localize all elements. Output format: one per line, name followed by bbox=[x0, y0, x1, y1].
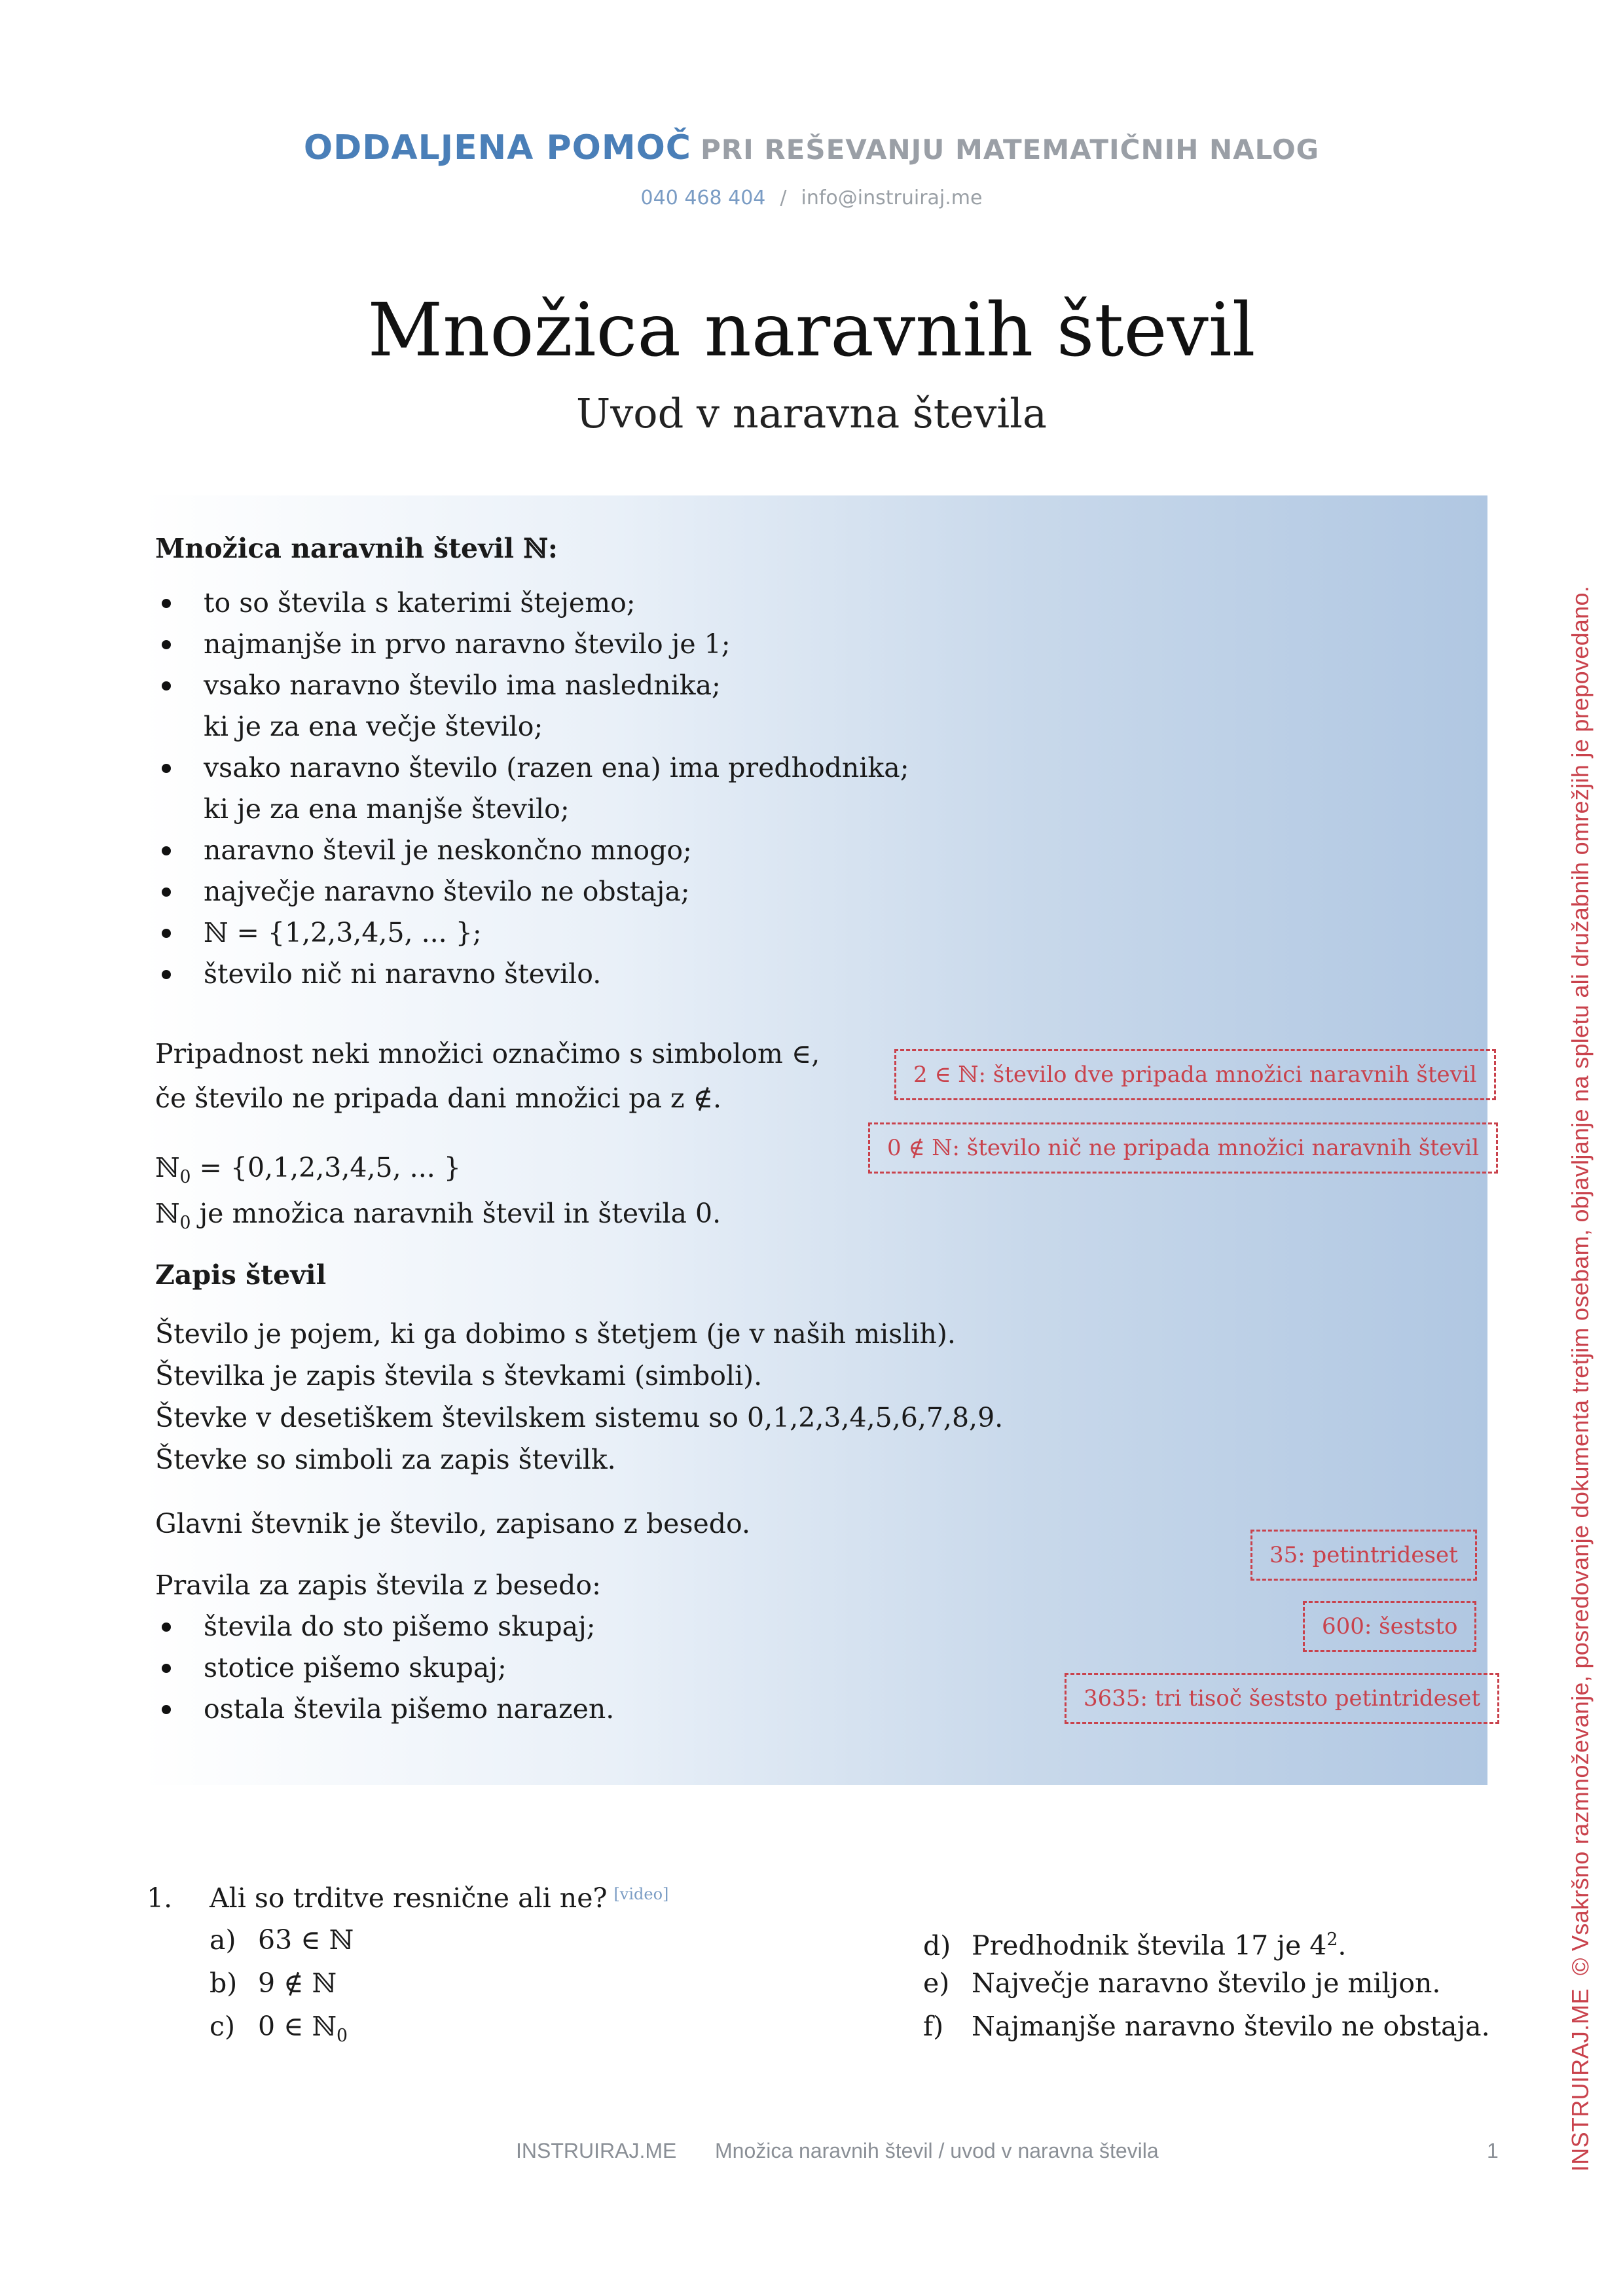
writing-rules-list bbox=[155, 1606, 614, 1730]
list-item: stotice pišemo skupaj; bbox=[155, 1647, 614, 1689]
bullet-icon bbox=[162, 929, 171, 938]
page-number: 1 bbox=[1487, 2139, 1499, 2162]
list-item: števila do sto pišemo skupaj; bbox=[155, 1606, 614, 1647]
page-title: Množica naravnih števil bbox=[367, 288, 1256, 373]
header-contact-line bbox=[0, 187, 1623, 209]
n0-set-definition: ℕ$_0$ = {0,1,2,3,4,5, ... } bbox=[155, 1152, 461, 1188]
note-element-of: 2 ∈ ℕ: število dve pripada množici naravnih števil bbox=[894, 1049, 1496, 1100]
exercise-item-c: c) 0 ∈ ℕ$_0$ bbox=[210, 2011, 348, 2047]
header-brand-line bbox=[0, 128, 1623, 168]
cardinal-number-definition: Glavni števnik je število, zapisano z besedo. bbox=[155, 1508, 750, 1539]
membership-text-line-1: Pripadnost neki množici označimo s simbolom ∈, bbox=[155, 1038, 820, 1069]
bullet-icon bbox=[162, 846, 171, 855]
n0-set-description: ℕ$_0$ je množica naravnih števil in števila 0. bbox=[155, 1198, 721, 1234]
section-heading-natural-numbers: Množica naravnih števil ℕ: bbox=[155, 533, 558, 564]
list-item: to so števila s katerimi štejemo; bbox=[155, 583, 909, 624]
footer-brand: INSTRUIRAJ.ME bbox=[516, 2139, 677, 2162]
bullet-icon bbox=[162, 764, 171, 773]
exercise-item-e: e) Največje naravno število je miljon. bbox=[923, 1967, 1441, 1999]
bullet-icon bbox=[162, 681, 171, 691]
bullet-icon bbox=[162, 888, 171, 897]
notation-line-3: Števke v desetiškem številskem sistemu so 0,1,2,3,4,5,6,7,8,9. bbox=[155, 1402, 1004, 1433]
note-example-35: 35: petintrideset bbox=[1250, 1530, 1477, 1581]
exercise-number: 1. bbox=[147, 1882, 173, 1914]
exercise-item-a: a) 63 ∈ ℕ bbox=[210, 1924, 354, 1956]
membership-text-line-2: če število ne pripada dani množici pa z ∉. bbox=[155, 1083, 721, 1114]
copyright-side-notice bbox=[1567, 585, 1594, 2172]
list-item: vsako naravno število (razen ena) ima predhodnika; bbox=[155, 747, 909, 789]
note-example-3635: 3635: tri tisoč šeststo petintrideset bbox=[1065, 1673, 1499, 1724]
bullet-icon bbox=[162, 640, 171, 649]
bullet-icon bbox=[162, 970, 171, 979]
footer-doc-title: Množica naravnih števil / uvod v naravna števila bbox=[715, 2139, 1159, 2162]
natural-numbers-properties-list bbox=[155, 583, 909, 995]
list-item-continuation: ki je za ena večje število; bbox=[204, 711, 543, 742]
list-item: število nič ni naravno število. bbox=[155, 954, 909, 995]
notation-line-2: Številka je zapis števila s števkami (simboli). bbox=[155, 1360, 763, 1391]
brand-tagline: PRI REŠEVANJU MATEMATIČNIH NALOG bbox=[700, 134, 1320, 166]
list-item: največje naravno število ne obstaja; bbox=[155, 871, 909, 912]
exercise-question-text: Ali so trditve resnične ali ne? bbox=[210, 1882, 608, 1914]
brand-name: ODDALJENA POMOČ bbox=[303, 128, 691, 168]
list-item: ostala števila pišemo narazen. bbox=[155, 1689, 614, 1730]
side-brand: INSTRUIRAJ.ME bbox=[1567, 1988, 1594, 2172]
rules-heading: Pravila za zapis števila z besedo: bbox=[155, 1570, 601, 1601]
note-example-600: 600: šeststo bbox=[1303, 1601, 1476, 1652]
phone-number[interactable]: 040 468 404 bbox=[640, 187, 766, 209]
exercise-item-d: d) Predhodnik števila 17 je $4^2$. bbox=[923, 1929, 1347, 1962]
page-subtitle: Uvod v naravna števila bbox=[576, 389, 1047, 437]
bullet-icon bbox=[162, 1664, 171, 1673]
bullet-icon bbox=[162, 1623, 171, 1632]
exercise-1-question bbox=[147, 1877, 668, 1919]
contact-separator: / bbox=[780, 187, 787, 209]
notation-line-1: Število je pojem, ki ga dobimo s štetjem (je v naših mislih). bbox=[155, 1318, 956, 1350]
list-item: najmanjše in prvo naravno število je 1; bbox=[155, 624, 909, 665]
list-item: vsako naravno število ima naslednika; bbox=[155, 665, 909, 706]
list-item-continuation: ki je za ena manjše število; bbox=[204, 793, 570, 825]
side-copyright-text: © Vsakršno razmnoževanje, posredovanje dokumenta tretjim osebam, objavljanje na spletu ali družabnih omrežjih je prepovedano. bbox=[1567, 585, 1594, 1976]
bullet-icon bbox=[162, 1705, 171, 1714]
section-heading-number-notation: Zapis števil bbox=[155, 1259, 327, 1291]
video-link[interactable]: [video] bbox=[613, 1885, 669, 1903]
list-item: naravno števil je neskončno mnogo; bbox=[155, 830, 909, 871]
note-not-element-of: 0 ∉ ℕ: število nič ne pripada množici naravnih števil bbox=[868, 1122, 1498, 1174]
exercise-item-f: f) Najmanjše naravno število ne obstaja. bbox=[923, 2011, 1490, 2042]
bullet-icon bbox=[162, 599, 171, 608]
email-address[interactable]: info@instruiraj.me bbox=[801, 187, 983, 209]
exercise-item-b: b) 9 ∉ ℕ bbox=[210, 1967, 337, 1999]
notation-line-4: Števke so simboli za zapis številk. bbox=[155, 1444, 616, 1475]
list-item: ℕ = {1,2,3,4,5, ... }; bbox=[155, 912, 909, 954]
